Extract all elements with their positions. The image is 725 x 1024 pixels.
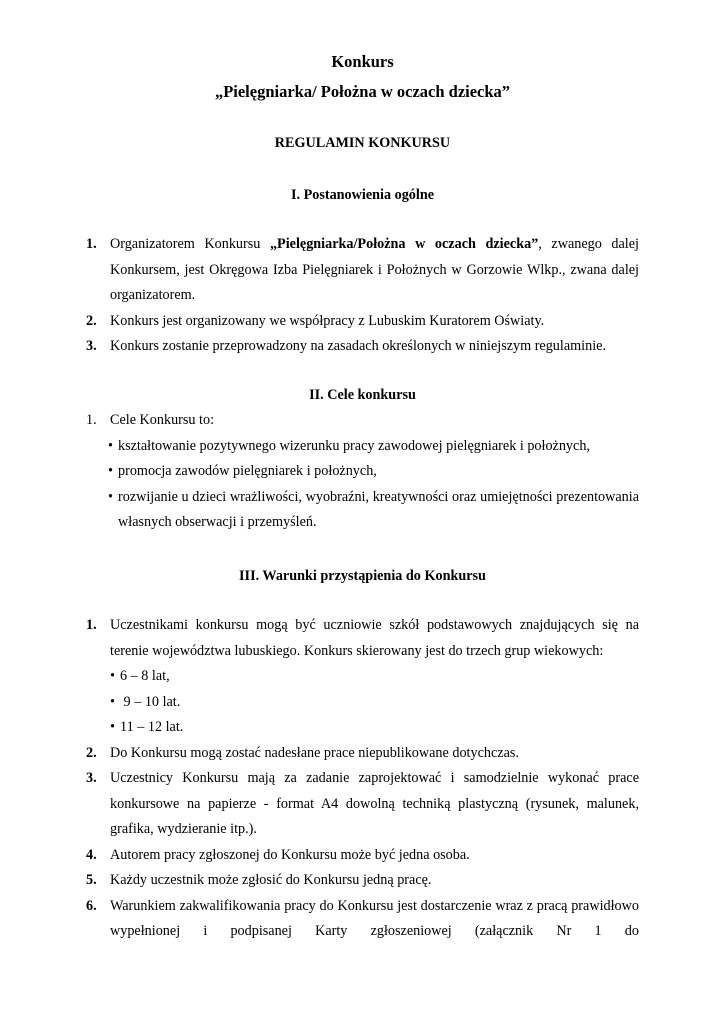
item-text: Organizatorem Konkursu [110,236,270,252]
bullet-icon: • [110,668,115,684]
bullet-item [86,459,639,485]
list-item [86,232,639,309]
bullet-icon: • [108,488,113,505]
list-item [86,334,639,360]
item-number: 3. [86,770,97,786]
list-item [86,309,639,335]
section-heading-general: I. Postanowienia ogólne [290,187,435,203]
bullet-text: promocja zawodów pielęgniarek i położnych, [118,463,377,479]
item-number: 2. [86,312,97,329]
age-group-text: 9 – 10 lat. [120,693,181,710]
regulamin-heading: REGULAMIN KONKURSU [274,135,451,151]
item-text: Każdy uczestnik może zgłosić do Konkursu jedną pracę. [110,872,432,888]
item-text: Do Konkursu mogą zostać nadesłane prace niepublikowane dotychczas. [110,744,519,761]
item-text: Konkurs jest organizowany we współpracy z Lubuskim Kuratorem Oświaty. [110,312,545,329]
item-number: 2. [86,744,97,761]
item-number: 1. [86,236,97,252]
section-heading-goals: II. Cele konkursu [309,387,416,403]
age-group-item [86,715,639,741]
list-item [86,868,639,894]
item-text: , zwanego dalej Konkursem, jest Okręgowa Izba Pielęgniarek i Położnych w Gorzowie Wlkp., zwana dalej organizatorem. [110,236,639,303]
item-text: Konkurs zostanie przeprowadzony na zasadach określonych w niniejszym regulaminie. [110,338,607,354]
item-text: Autorem pracy zgłoszonej do Konkursu może być jedna osoba. [110,846,470,863]
bullet-icon: • [110,719,115,735]
item-text: Warunkiem zakwalifikowania pracy do Konkursu jest dostarczenie wraz z pracą prawidłowo wypełnionej i podpisanej Karty zgłoszeniowej (załącznik Nr 1 do [110,897,639,939]
contest-name: „Pielęgniarka/Położna w oczach dziecka” [269,236,539,252]
bullet-icon: • [110,693,115,710]
section-general-list [86,232,639,360]
item-number: 1. [86,412,97,428]
age-group-item [86,664,639,690]
section-conditions-list [86,613,639,945]
list-item [86,766,639,843]
item-number: 5. [86,872,97,888]
item-number: 6. [86,897,97,914]
list-item [86,843,639,869]
doc-subtitle: „Pielęgniarka/ Położna w oczach dziecka” [214,82,511,101]
section-goals-list [86,408,639,536]
list-item [86,613,639,664]
doc-title: Konkurs [331,52,394,71]
item-number: 1. [86,617,97,633]
bullet-text: kształtowanie pozytywnego wizerunku pracy zawodowej pielęgniarek i położnych, [118,437,590,454]
item-number: 3. [86,338,97,354]
age-group-item [86,690,639,716]
list-item [86,408,639,434]
bullet-item [86,485,639,536]
list-item [86,741,639,767]
item-number: 4. [86,846,97,863]
list-item [86,894,639,945]
bullet-text: rozwijanie u dzieci wrażliwości, wyobraźni, kreatywności oraz umiejętności prezentowania własnych obserwacji i przemyśleń. [118,488,639,530]
bullet-icon: • [108,463,113,479]
age-group-text: 11 – 12 lat. [120,719,184,735]
item-text: Uczestnikami konkursu mogą być uczniowie szkół podstawowych znajdujących się na terenie województwa lubuskiego. Konkurs skierowany jest do trzech grup wiekowych: [110,617,639,659]
item-text: Uczestnicy Konkursu mają za zadanie zaprojektować i samodzielnie wykonać prace konkursowe na papierze - format A4 dowolną techniką plastyczną (rysunek, malunek, grafika, wydzieranie itp.). [110,770,639,837]
bullet-item [86,434,639,460]
item-text: Cele Konkursu to: [110,412,215,428]
age-group-text: 6 – 8 lat, [120,668,170,684]
section-heading-conditions: III. Warunki przystąpienia do Konkursu [239,568,486,584]
bullet-icon: • [108,437,113,454]
